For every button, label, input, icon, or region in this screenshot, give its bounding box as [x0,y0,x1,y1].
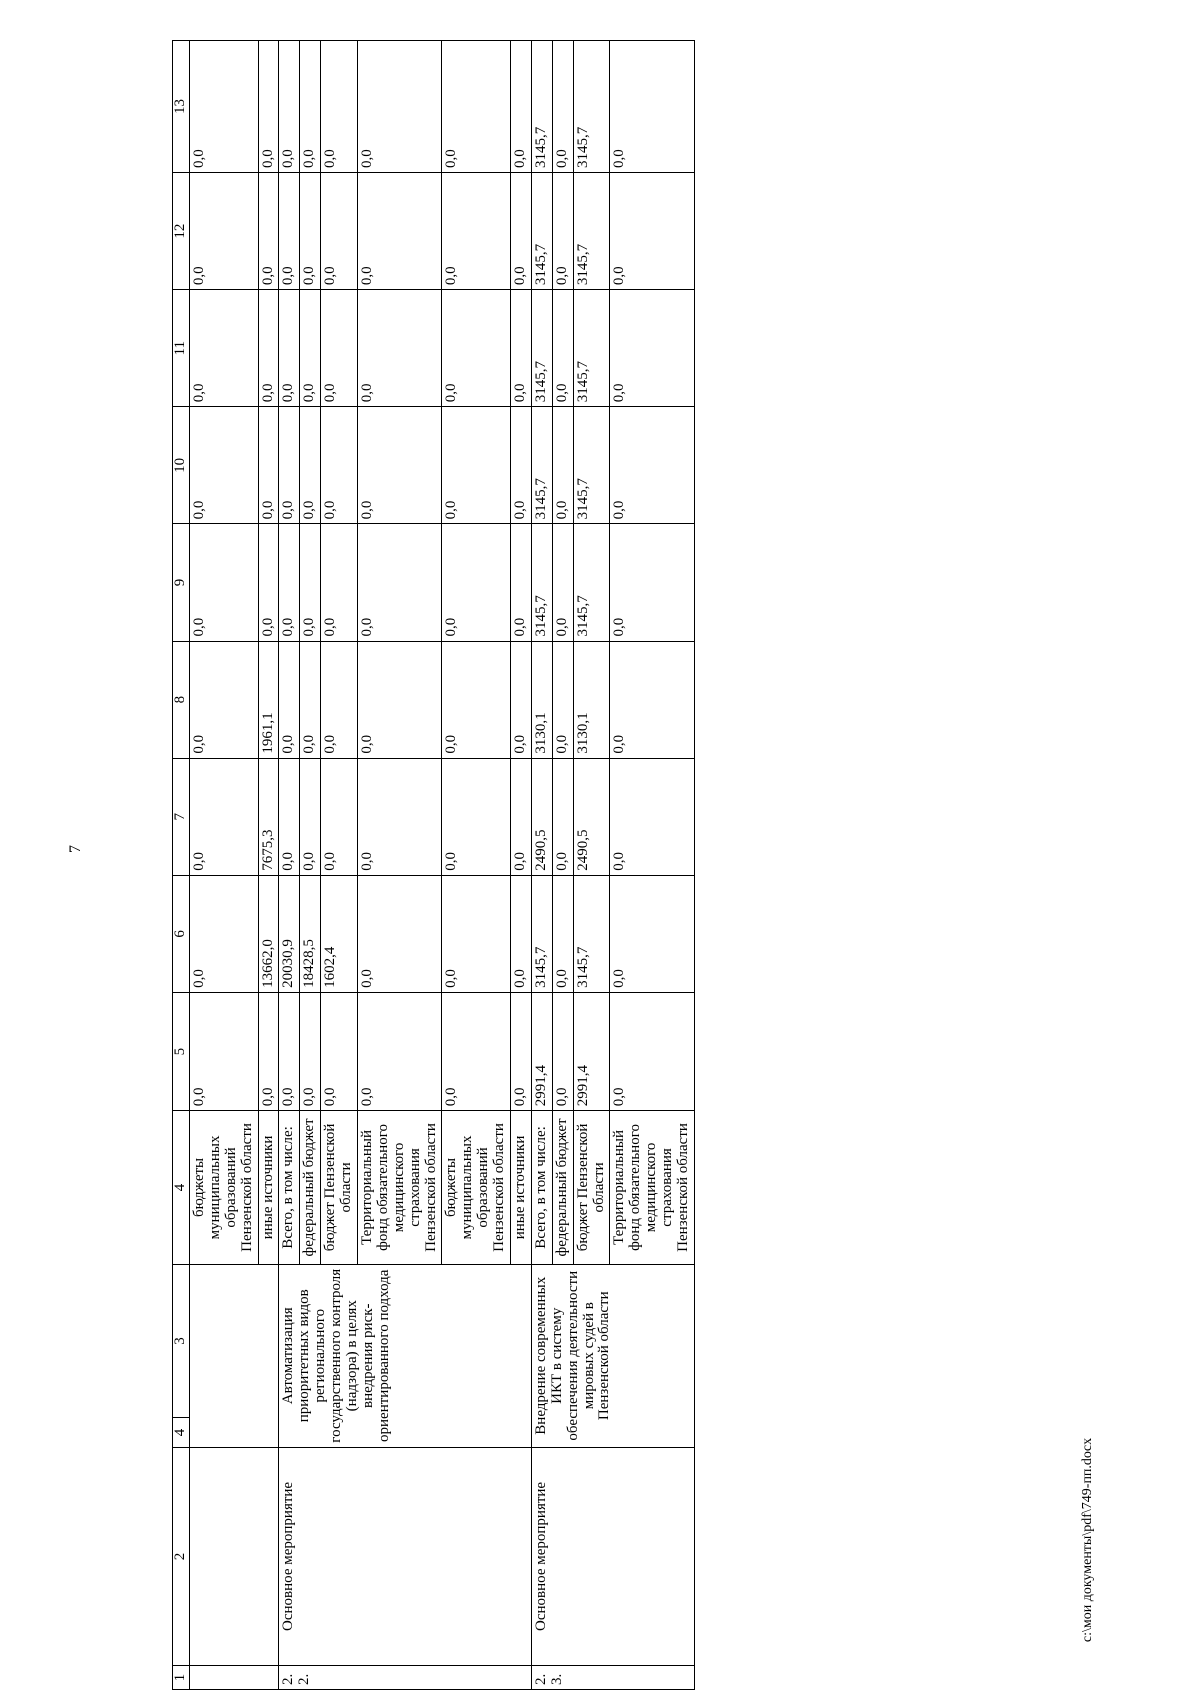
value-cell: 0,0 [358,173,442,290]
value-cell: 0,0 [321,41,358,173]
source-cell: Территориальный фонд обязательного медицинского страхования Пензенской области [610,1111,694,1265]
value-cell: 0,0 [552,875,573,992]
source-cell: Всего, в том числе: [279,1111,300,1265]
value-cell: 0,0 [279,173,300,290]
source-cell: бюджет Пензенской области [321,1111,358,1265]
value-cell: 0,0 [190,407,259,524]
row-number: 2.3. [531,1666,694,1690]
source-cell: федеральный бюджет [300,1111,321,1265]
value-cell: 0,0 [610,524,694,641]
value-cell: 3145,7 [573,407,610,524]
page-number: 7 [67,845,84,853]
value-cell: 0,0 [552,41,573,173]
value-cell: 3145,7 [531,173,552,290]
value-cell: 0,0 [300,992,321,1110]
source-cell: бюджеты муниципальных образований Пензенской области [442,1111,511,1265]
value-cell: 0,0 [279,992,300,1110]
value-cell: 0,0 [358,641,442,758]
value-cell: 3145,7 [573,875,610,992]
value-cell: 0,0 [610,173,694,290]
value-cell: 0,0 [258,992,279,1110]
footer-file-path: c:\мои документы\pdf\749-пп.docx [1080,1437,1095,1643]
value-cell: 0,0 [511,875,532,992]
value-cell: 0,0 [258,524,279,641]
row-title: Автоматизация приоритетных видов регионального государственного контроля (надзора) в целях внедрения риск-ориентированного подхода [279,1264,531,1447]
empty-cell [190,1666,279,1690]
value-cell: 0,0 [610,758,694,875]
value-cell: 0,0 [279,290,300,407]
value-cell: 0,0 [258,290,279,407]
value-cell: 3145,7 [531,875,552,992]
value-cell: 0,0 [358,407,442,524]
value-cell: 0,0 [552,758,573,875]
value-cell: 0,0 [511,173,532,290]
table-body [173,41,695,1690]
value-cell: 3145,7 [531,524,552,641]
value-cell: 0,0 [279,41,300,173]
source-cell: Всего, в том числе: [531,1111,552,1265]
value-cell: 0,0 [300,524,321,641]
value-cell: 0,0 [258,407,279,524]
value-cell: 0,0 [511,524,532,641]
column-header: 4 [173,1111,190,1265]
value-cell: 0,0 [358,875,442,992]
rotated-page [172,40,1057,1690]
column-header: 7 [173,758,190,875]
value-cell: 0,0 [442,641,511,758]
column-header: 5 [173,992,190,1110]
source-cell: иные источники [258,1111,279,1265]
value-cell: 1602,4 [321,875,358,992]
value-cell: 0,0 [442,758,511,875]
value-cell: 3145,7 [573,173,610,290]
value-cell: 0,0 [511,758,532,875]
source-cell: бюджеты муниципальных образований Пензенской области [190,1111,259,1265]
value-cell: 3145,7 [531,290,552,407]
value-cell: 0,0 [552,173,573,290]
value-cell: 0,0 [190,875,259,992]
column-header: 3 [173,1264,190,1418]
value-cell: 0,0 [511,992,532,1110]
column-header: 9 [173,524,190,641]
column-header: 4 [173,1418,190,1448]
value-cell: 3145,7 [531,41,552,173]
value-cell: 0,0 [190,290,259,407]
value-cell: 0,0 [279,758,300,875]
source-cell: бюджет Пензенской области [573,1111,610,1265]
value-cell: 0,0 [300,290,321,407]
value-cell: 0,0 [190,41,259,173]
value-cell: 0,0 [321,173,358,290]
value-cell: 0,0 [190,992,259,1110]
value-cell: 0,0 [321,758,358,875]
column-header: 11 [173,290,190,407]
value-cell: 0,0 [321,407,358,524]
table-row [279,41,300,1690]
value-cell: 0,0 [442,407,511,524]
value-cell: 0,0 [442,875,511,992]
value-cell: 0,0 [552,992,573,1110]
value-cell: 2991,4 [531,992,552,1110]
value-cell: 0,0 [190,641,259,758]
value-cell: 0,0 [258,41,279,173]
value-cell: 0,0 [511,41,532,173]
value-cell: 0,0 [190,524,259,641]
row-type: Основное мероприятие [279,1447,531,1665]
value-cell: 0,0 [300,641,321,758]
empty-cell [190,1264,279,1447]
value-cell: 0,0 [610,41,694,173]
value-cell: 0,0 [300,41,321,173]
value-cell: 0,0 [511,407,532,524]
value-cell: 0,0 [442,290,511,407]
value-cell: 13662,0 [258,875,279,992]
value-cell: 18428,5 [300,875,321,992]
table-row [190,41,259,1690]
source-cell: федеральный бюджет [552,1111,573,1265]
value-cell: 0,0 [321,641,358,758]
value-cell: 0,0 [610,992,694,1110]
value-cell: 0,0 [442,173,511,290]
value-cell: 3130,1 [573,641,610,758]
empty-cell [190,1447,279,1665]
value-cell: 7675,3 [258,758,279,875]
budget-table [172,40,695,1690]
value-cell: 2490,5 [531,758,552,875]
value-cell: 0,0 [610,641,694,758]
value-cell: 3145,7 [531,407,552,524]
value-cell: 0,0 [552,290,573,407]
value-cell: 0,0 [511,290,532,407]
row-title: Внедрение современных ИКТ в систему обеспечения деятельности мировых судей в Пензенской области [531,1264,694,1447]
value-cell: 0,0 [511,641,532,758]
value-cell: 1961,1 [258,641,279,758]
value-cell: 0,0 [552,524,573,641]
value-cell: 0,0 [190,173,259,290]
row-number: 2.2. [279,1666,531,1690]
value-cell: 3145,7 [573,290,610,407]
row-type: Основное мероприятие [531,1447,694,1665]
value-cell: 0,0 [258,173,279,290]
value-cell: 2490,5 [573,758,610,875]
value-cell: 0,0 [442,524,511,641]
value-cell: 0,0 [321,290,358,407]
value-cell: 0,0 [358,41,442,173]
value-cell: 0,0 [190,758,259,875]
value-cell: 0,0 [279,524,300,641]
column-header: 8 [173,641,190,758]
column-header: 6 [173,875,190,992]
value-cell: 0,0 [321,524,358,641]
value-cell: 0,0 [610,290,694,407]
source-cell: иные источники [511,1111,532,1265]
column-header: 10 [173,407,190,524]
value-cell: 0,0 [358,992,442,1110]
value-cell: 20030,9 [279,875,300,992]
value-cell: 0,0 [279,641,300,758]
column-header: 1 [173,1666,190,1690]
value-cell: 0,0 [552,641,573,758]
header-row [173,41,190,1690]
column-header: 12 [173,173,190,290]
value-cell: 3145,7 [573,41,610,173]
value-cell: 2991,4 [573,992,610,1110]
value-cell: 0,0 [610,875,694,992]
value-cell: 0,0 [300,758,321,875]
value-cell: 0,0 [358,758,442,875]
value-cell: 0,0 [321,992,358,1110]
table-row [531,41,552,1690]
value-cell: 0,0 [442,992,511,1110]
value-cell: 0,0 [358,290,442,407]
value-cell: 0,0 [300,173,321,290]
value-cell: 0,0 [552,407,573,524]
value-cell: 0,0 [442,41,511,173]
source-cell: Территориальный фонд обязательного медицинского страхования Пензенской области [358,1111,442,1265]
value-cell: 0,0 [300,407,321,524]
column-header: 13 [173,41,190,173]
value-cell: 0,0 [358,524,442,641]
value-cell: 0,0 [610,407,694,524]
value-cell: 3130,1 [531,641,552,758]
value-cell: 0,0 [279,407,300,524]
value-cell: 3145,7 [573,524,610,641]
column-header: 2 [173,1447,190,1665]
